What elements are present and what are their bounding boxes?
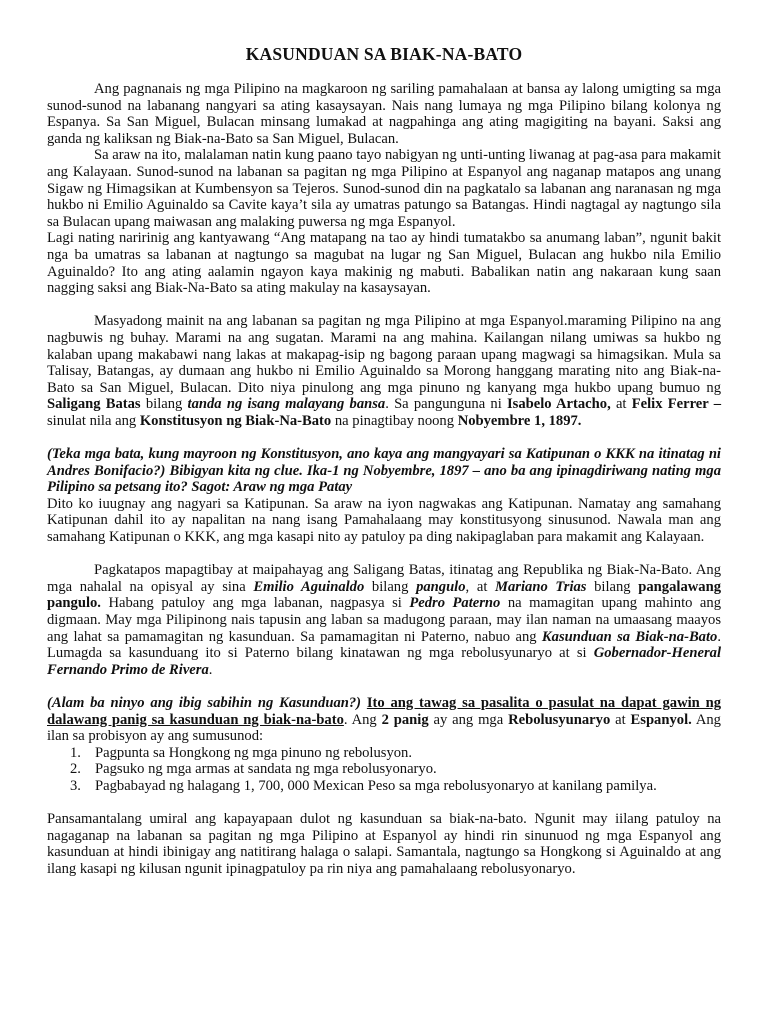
name-trias: Mariano Trias xyxy=(495,578,587,595)
term-konstitusyon: Konstitusyon ng Biak-Na-Bato xyxy=(139,412,332,429)
term-pangalawang-pangulo: pangalawang pangulo. xyxy=(47,578,721,612)
date-nobyembre: Nobyembre 1, 1897. xyxy=(457,412,582,429)
paragraph-clue: (Teka mga bata, kung mayroon ng Konstitusyon, ano kaya ang mangyayari sa Katipunan o KKK na itinatag ni Andres Bonifacio?) Bibigyan kita ng clue. Ika-1 ng Nobyembre, 1897 – ano ba ang ipinagdiriwang nating mga Pilipino sa petsang ito? Sagot: Araw ng mga Patay xyxy=(47,446,721,496)
term-malayang-bansa: tanda ng isang malayang bansa xyxy=(187,396,386,413)
list-item: 1. Pagpunta sa Hongkong ng mga pinuno ng rebolusyon. xyxy=(70,744,412,761)
paragraph-intro: Ang pagnanais ng mga Pilipino na magkaroon ng sariling pamahalaan at bansa ay lalong umigting sa mga sunod-sunod na labanang nangyari sa ating kasaysayan. Nais nang lumaya ng mga Pilipino bilang kolonya ng Espanya. Sa San Miguel, Bulacan minsang lumakad at nagpahinga ang ating magigiting na bayani. Saksi ang ganda ng kaliksan ng Biak-na-Bato sa San Miguel, Bulacan. xyxy=(47,81,721,147)
paragraph-constitution: Masyadong mainit na ang labanan sa pagitan ng mga Pilipino at mga Espanyol.maraming Pilipino na ang nagbuwis ng buhay. Marami na ang sugatan. Marami na ang mahina. Kailangan nilang umiwas sa hukbo ng kalaban upang makabawi nang lakas at makapag-isip ng bagong paraan upang magwagi sa himagsikan. Mula sa Talisay, Batangas, ay dumaan ang hukbo ni Emilio Aguinaldo sa Morong hanggang marating nito ang Biak-na-Bato sa San Miguel, Bulacan. Dito niya pinulong ang mga pinuno ng kanyang mga hukbo upang bumuo ng Saligang Batas bilang tanda ng isang malayang bansa. Sa pangunguna ni Isabelo Artacho, at Felix Ferrer – sinulat nila ang Konstitusyon ng Biak-Na-Bato na pinagtibay noong Nobyembre 1, 1897. xyxy=(47,313,722,429)
provisions-list xyxy=(47,745,721,795)
paragraph-question: Lagi nating naririnig ang kantyawang “Ang matapang na tao ay hindi tumatakbo sa anumang laban”, ngunit bakit nga ba umatras sa labanan at nagtungo sa magubat na lugar ng San Miguel, Bulacan ang hukbo nila Emilio Aguinaldo? Ito ang ating aalamin ngayon kaya makinig ng mabuti. Babalikan natin ang nakaraan kung saan nagging saksi ang Biak-Na-Bato sa ating makulay na kasaysayan. xyxy=(47,230,721,297)
document-body xyxy=(47,81,721,878)
paragraph-context: Sa araw na ito, malalaman natin kung paano tayo nabigyan ng unti-unting liwanag at pag-asa para makamit ang Kalayaan. Sunod-sunod na labanan sa pagitan ng mga Pilipino at Espanyol ang naganap matapos ang unang Sigaw ng Himagsikan at Kumbensyon sa Tejeros. Sunod-sunod din na pagkatalo sa labanan ang naranasan ng mga hukbo ni Emilio Aguinaldo sa Cavite kaya’t sila ay umatras patungo sa Batangas. Hindi nagtagal ay nagtungo sila sa Bulacan upang maiwasan ang malaking puwersa ng mga Espanyol. xyxy=(47,147,721,230)
name-aguinaldo: Emilio Aguinaldo xyxy=(253,578,365,595)
list-item: 2. Pagsuko ng mga armas at sandata ng mga rebolusyonaryo. xyxy=(70,761,437,778)
term-saligang-batas: Saligang Batas xyxy=(47,396,141,413)
term-2-panig: 2 panig xyxy=(381,711,429,728)
paragraph-republika: Pagkatapos mapagtibay at maipahayag ang Saligang Batas, itinatag ang Republika ng Biak-Na-Bato. Ang mga nahalal na opisyal ay sina Emilio Aguinaldo bilang pangulo, at Mariano Trias bilang pangalawang pangulo. Habang patuloy ang mga labanan, nagpasya si Pedro Paterno na mamagitan upang mahinto ang digmaan. May mga Pilipinong nais tapusin ang laban sa madugong paraan, may ilan naman na umaasang maayos ang lahat sa pamamagitan ng kasunduan. Sa pamamagitan ni Paterno, nabuo ang Kasunduan sa Biak-na-Bato. Lumagda sa kasunduang ito si Paterno bilang kinatawan ng mga rebolusyunaryo at si Gobernador-Heneral Fernando Primo de Rivera. xyxy=(47,562,721,678)
name-artacho: Isabelo Artacho, xyxy=(507,396,611,413)
name-primo-de-rivera: Gobernador-Heneral Fernando Primo de Rivera xyxy=(47,645,721,678)
list-item: 3. Pagbabayad ng halagang 1, 700, 000 Mexican Peso sa mga rebolusyonaryo at kanilang pamilya. xyxy=(70,777,657,794)
document-title: KASUNDUAN SA BIAK-NA-BATO xyxy=(245,44,523,64)
definition-kasunduan: Ito ang tawag sa pasalita o pasulat na dapat gawin ng dalawang panig sa kasunduan ng biak-na-bato xyxy=(47,694,722,728)
paragraph-conclusion: Pansamantalang umiral ang kapayapaan dulot ng kasunduan sa biak-na-bato. Ngunit may iilang patuloy na nagaganap na labanan sa pagitan ng mga Pilipino at Espanyol ay hindi rin sinunuod ng mga Espanyol ang kasunduan at hindi ibinigay ang natitirang halaga o salapi. Samantala, nagtungo sa Hongkong si Aguinaldo at ang ilang kasapi ng kilusan ngunit ipinagpatuloy pa rin niya ang pamahalaang rebolusyonaryo. xyxy=(47,811,721,877)
term-rebolusyunaryo: Rebolusyunaryo xyxy=(508,711,611,728)
paragraph-kahulugan: (Alam ba ninyo ang ibig sabihin ng Kasunduan?) Ito ang tawag sa pasalita o pasulat na dapat gawin ng dalawang panig sa kasunduan ng biak-na-bato. Ang 2 panig ay ang mga Rebolusyunaryo at Espanyol. Ang ilan sa probisyon ay ang sumusunod: xyxy=(47,694,722,745)
term-kasunduan: Kasunduan sa Biak-na-Bato xyxy=(541,628,718,645)
question-kasunduan: (Alam ba ninyo ang ibig sabihin ng Kasunduan?) xyxy=(47,694,362,711)
paragraph-katipunan: Dito ko iuugnay ang nagyari sa Katipunan. Sa araw na iyon nagwakas ang Katipunan. Namatay ang samahang Katipunan dahil ito ay napalitan na nang isang Pamahalaang may konstitusyong sinusunod. Nawala man ang samahang Katipunan o KKK, ang mga kasapi nito ay patuloy pa ding nakipaglaban para makamit ang Kalayaan. xyxy=(47,495,721,546)
name-paterno: Pedro Paterno xyxy=(409,595,501,612)
name-ferrer: Felix Ferrer – xyxy=(631,396,722,413)
term-espanyol: Espanyol. xyxy=(630,711,692,728)
term-pangulo: pangulo xyxy=(416,578,466,595)
